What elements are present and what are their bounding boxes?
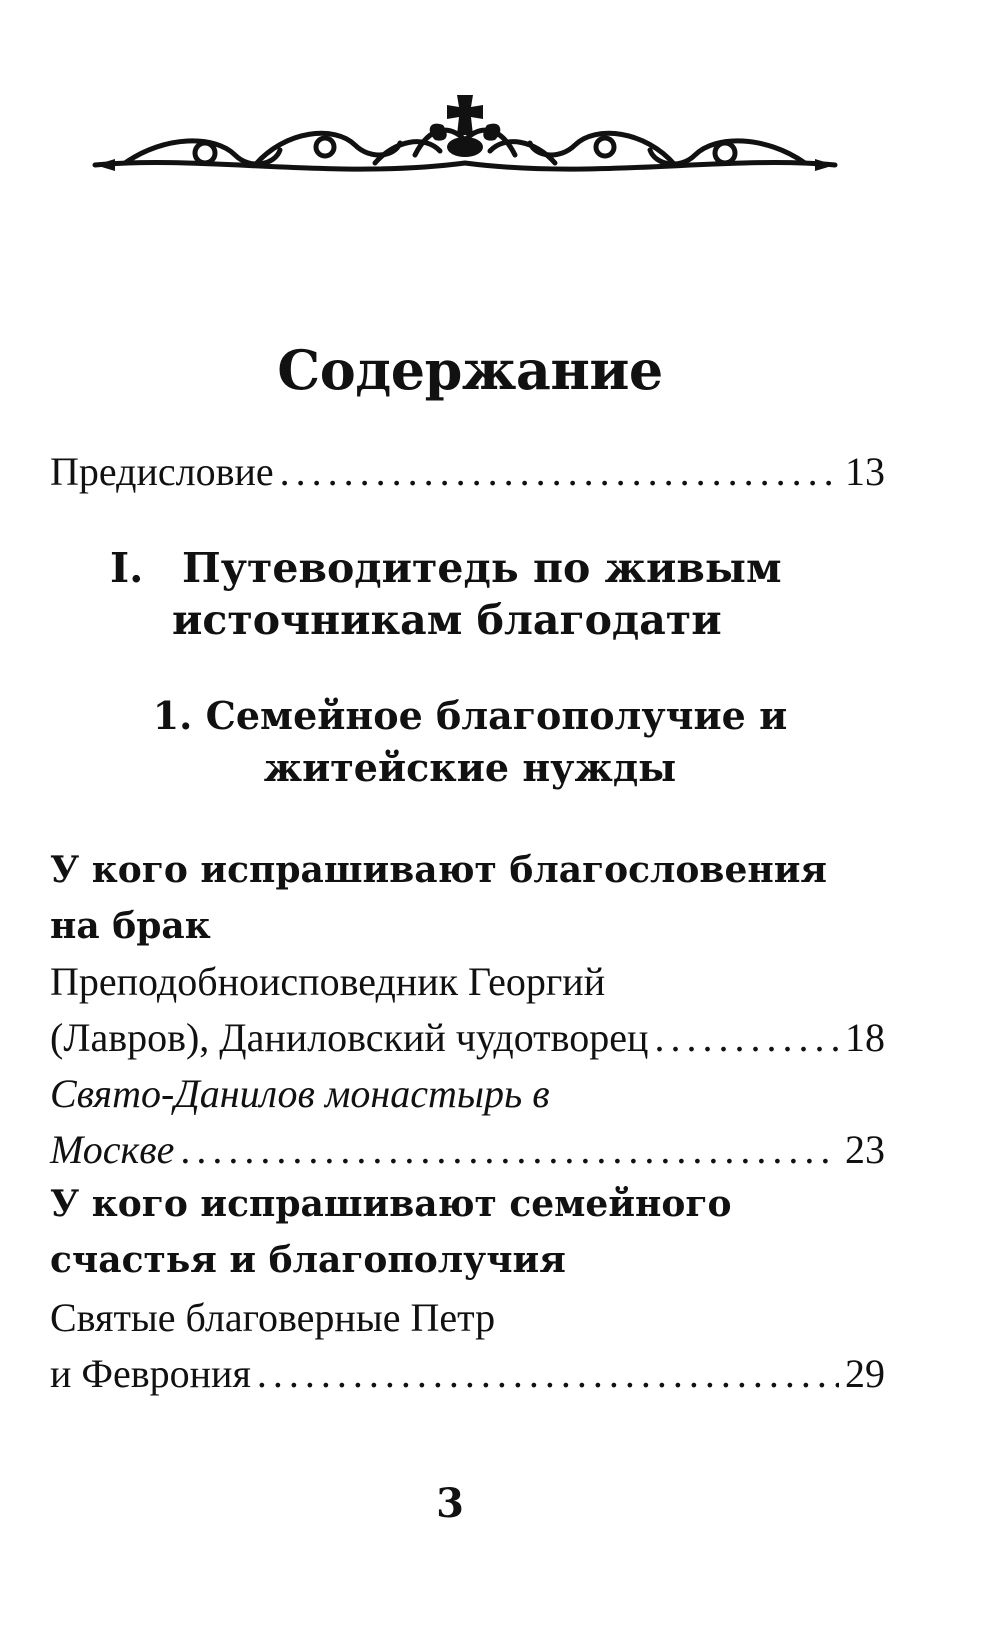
section-heading [50, 842, 900, 954]
section-heading [50, 1176, 900, 1288]
floral-ornament-icon [85, 85, 845, 195]
section-heading-line: У кого испрашивают семейного [50, 1183, 732, 1225]
toc-entry-label: (Лавров), Даниловский чудотворец [50, 1015, 649, 1060]
toc-entry-georgy[interactable] [50, 1015, 885, 1060]
section-heading-line: счастья и благополучия [50, 1239, 566, 1281]
chapter-title-line: 1. Семейное благополучие и [152, 693, 788, 738]
leader-dots [180, 1130, 839, 1170]
chapter-heading [0, 690, 940, 794]
toc-entry-label: и Феврония [50, 1351, 251, 1396]
toc-entry-page: 13 [845, 449, 885, 494]
part-heading [110, 542, 830, 652]
part-title-line: Путеводитедь по живым [182, 544, 782, 592]
leader-dots [654, 1018, 839, 1058]
toc-entry-line: Свято-Данилов монастырь в [50, 1071, 550, 1116]
toc-entry-page: 18 [845, 1015, 885, 1060]
section-heading-line: на брак [50, 905, 211, 947]
section-heading-line: У кого испрашивают благословения [50, 849, 827, 891]
toc-entry-line: Святые благоверные Петр [50, 1295, 496, 1340]
part-title [172, 542, 842, 646]
page-number: 3 [436, 1480, 464, 1527]
toc-entry-preface[interactable] [50, 449, 885, 494]
part-title-line: источникам благодати [172, 596, 722, 644]
toc-entry-label: Москве [50, 1127, 175, 1172]
toc-entry-line: Преподобноисповедник Георгий [50, 959, 606, 1004]
chapter-title-line: житейские нужды [263, 745, 677, 790]
toc-entry-page: 23 [845, 1127, 885, 1172]
toc-entry-danilov[interactable] [50, 1127, 885, 1172]
toc-entry-page: 29 [845, 1351, 885, 1396]
leader-dots [280, 452, 839, 492]
toc-entry-label: Предисловие [50, 449, 274, 494]
page-title: Содержание [277, 338, 663, 402]
toc-entry-peter-fevronia[interactable] [50, 1351, 885, 1396]
leader-dots [257, 1354, 839, 1394]
part-number: I. [110, 544, 144, 592]
